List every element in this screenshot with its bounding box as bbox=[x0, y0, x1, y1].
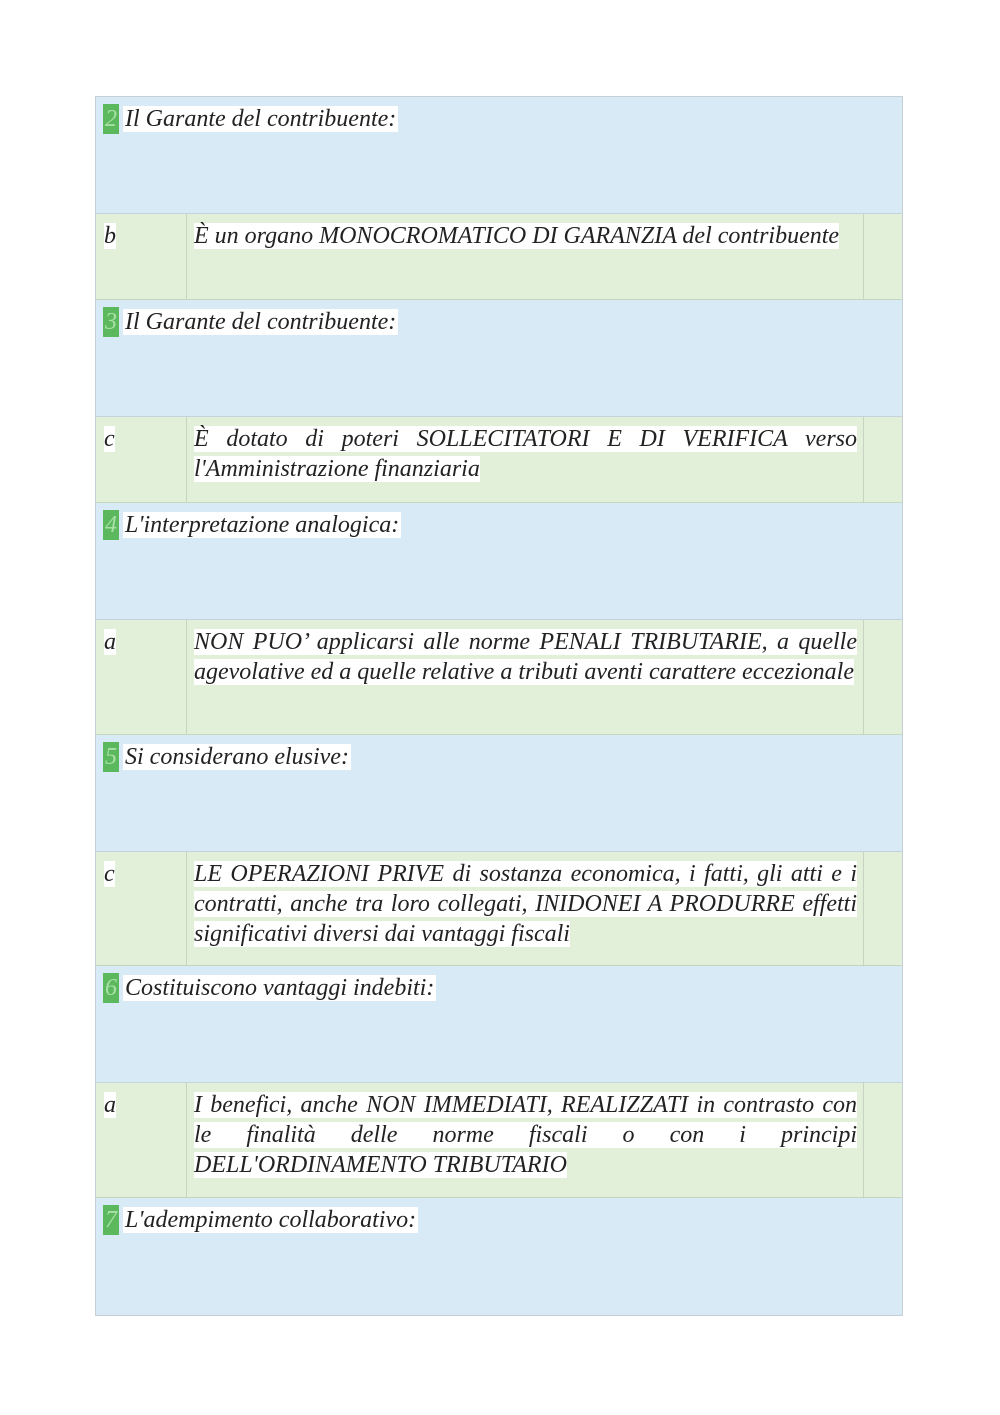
answer-letter: c bbox=[104, 861, 115, 887]
question-row bbox=[96, 1198, 902, 1315]
answer-letter: a bbox=[104, 629, 116, 655]
empty-cell bbox=[864, 214, 902, 299]
answer-text: È un organo MONOCROMATICO DI GARANZIA del contribuente bbox=[194, 223, 840, 249]
question-number: 7 bbox=[105, 1207, 117, 1233]
question-text: L'adempimento collaborativo: bbox=[125, 1207, 417, 1233]
answer-letter-cell bbox=[96, 620, 187, 734]
answer-row bbox=[96, 214, 902, 300]
answer-text-cell bbox=[187, 852, 864, 965]
question-row bbox=[96, 503, 902, 620]
empty-cell bbox=[864, 620, 902, 734]
question-number: 6 bbox=[105, 975, 117, 1001]
question-number: 3 bbox=[105, 309, 117, 335]
empty-cell bbox=[864, 852, 902, 965]
empty-cell bbox=[864, 417, 902, 502]
answer-row bbox=[96, 620, 902, 735]
quiz-table bbox=[95, 96, 903, 1316]
answer-letter: a bbox=[104, 1092, 116, 1118]
question-row bbox=[96, 735, 902, 852]
question-text: Si considerano elusive: bbox=[125, 744, 349, 770]
question-row bbox=[96, 300, 902, 417]
answer-row bbox=[96, 852, 902, 966]
answer-text: I benefici, anche NON IMMEDIATI, REALIZZATI in contrasto con le finalità delle norme fiscali o con i principi DELL'ORDINAMENTO TRIBUTARIO bbox=[194, 1092, 857, 1178]
answer-row bbox=[96, 1083, 902, 1198]
answer-text-cell bbox=[187, 214, 864, 299]
empty-cell bbox=[864, 1083, 902, 1197]
answer-letter-cell bbox=[96, 1083, 187, 1197]
answer-letter: c bbox=[104, 426, 115, 452]
question-text: L'interpretazione analogica: bbox=[125, 512, 400, 538]
answer-row bbox=[96, 417, 902, 503]
question-text: Costituiscono vantaggi indebiti: bbox=[125, 975, 435, 1001]
question-text: Il Garante del contribuente: bbox=[125, 309, 397, 335]
answer-letter-cell bbox=[96, 852, 187, 965]
answer-text-cell bbox=[187, 1083, 864, 1197]
answer-letter-cell bbox=[96, 417, 187, 502]
question-row bbox=[96, 966, 902, 1083]
answer-text: NON PUO’ applicarsi alle norme PENALI TRIBUTARIE, a quelle agevolative ed a quelle relative a tributi aventi carattere eccezionale bbox=[194, 629, 857, 685]
question-number: 4 bbox=[105, 512, 117, 538]
answer-text: È dotato di poteri SOLLECITATORI E DI VERIFICA verso l'Amministrazione finanziaria bbox=[194, 426, 857, 482]
question-row bbox=[96, 97, 902, 214]
question-text: Il Garante del contribuente: bbox=[125, 106, 397, 132]
question-number: 2 bbox=[105, 106, 117, 132]
answer-text-cell bbox=[187, 620, 864, 734]
answer-text: LE OPERAZIONI PRIVE di sostanza economica, i fatti, gli atti e i contratti, anche tra loro collegati, INIDONEI A PRODURRE effetti significativi diversi dai vantaggi fiscali bbox=[194, 861, 857, 947]
answer-letter-cell bbox=[96, 214, 187, 299]
answer-letter: b bbox=[104, 223, 116, 249]
question-number: 5 bbox=[105, 744, 117, 770]
answer-text-cell bbox=[187, 417, 864, 502]
